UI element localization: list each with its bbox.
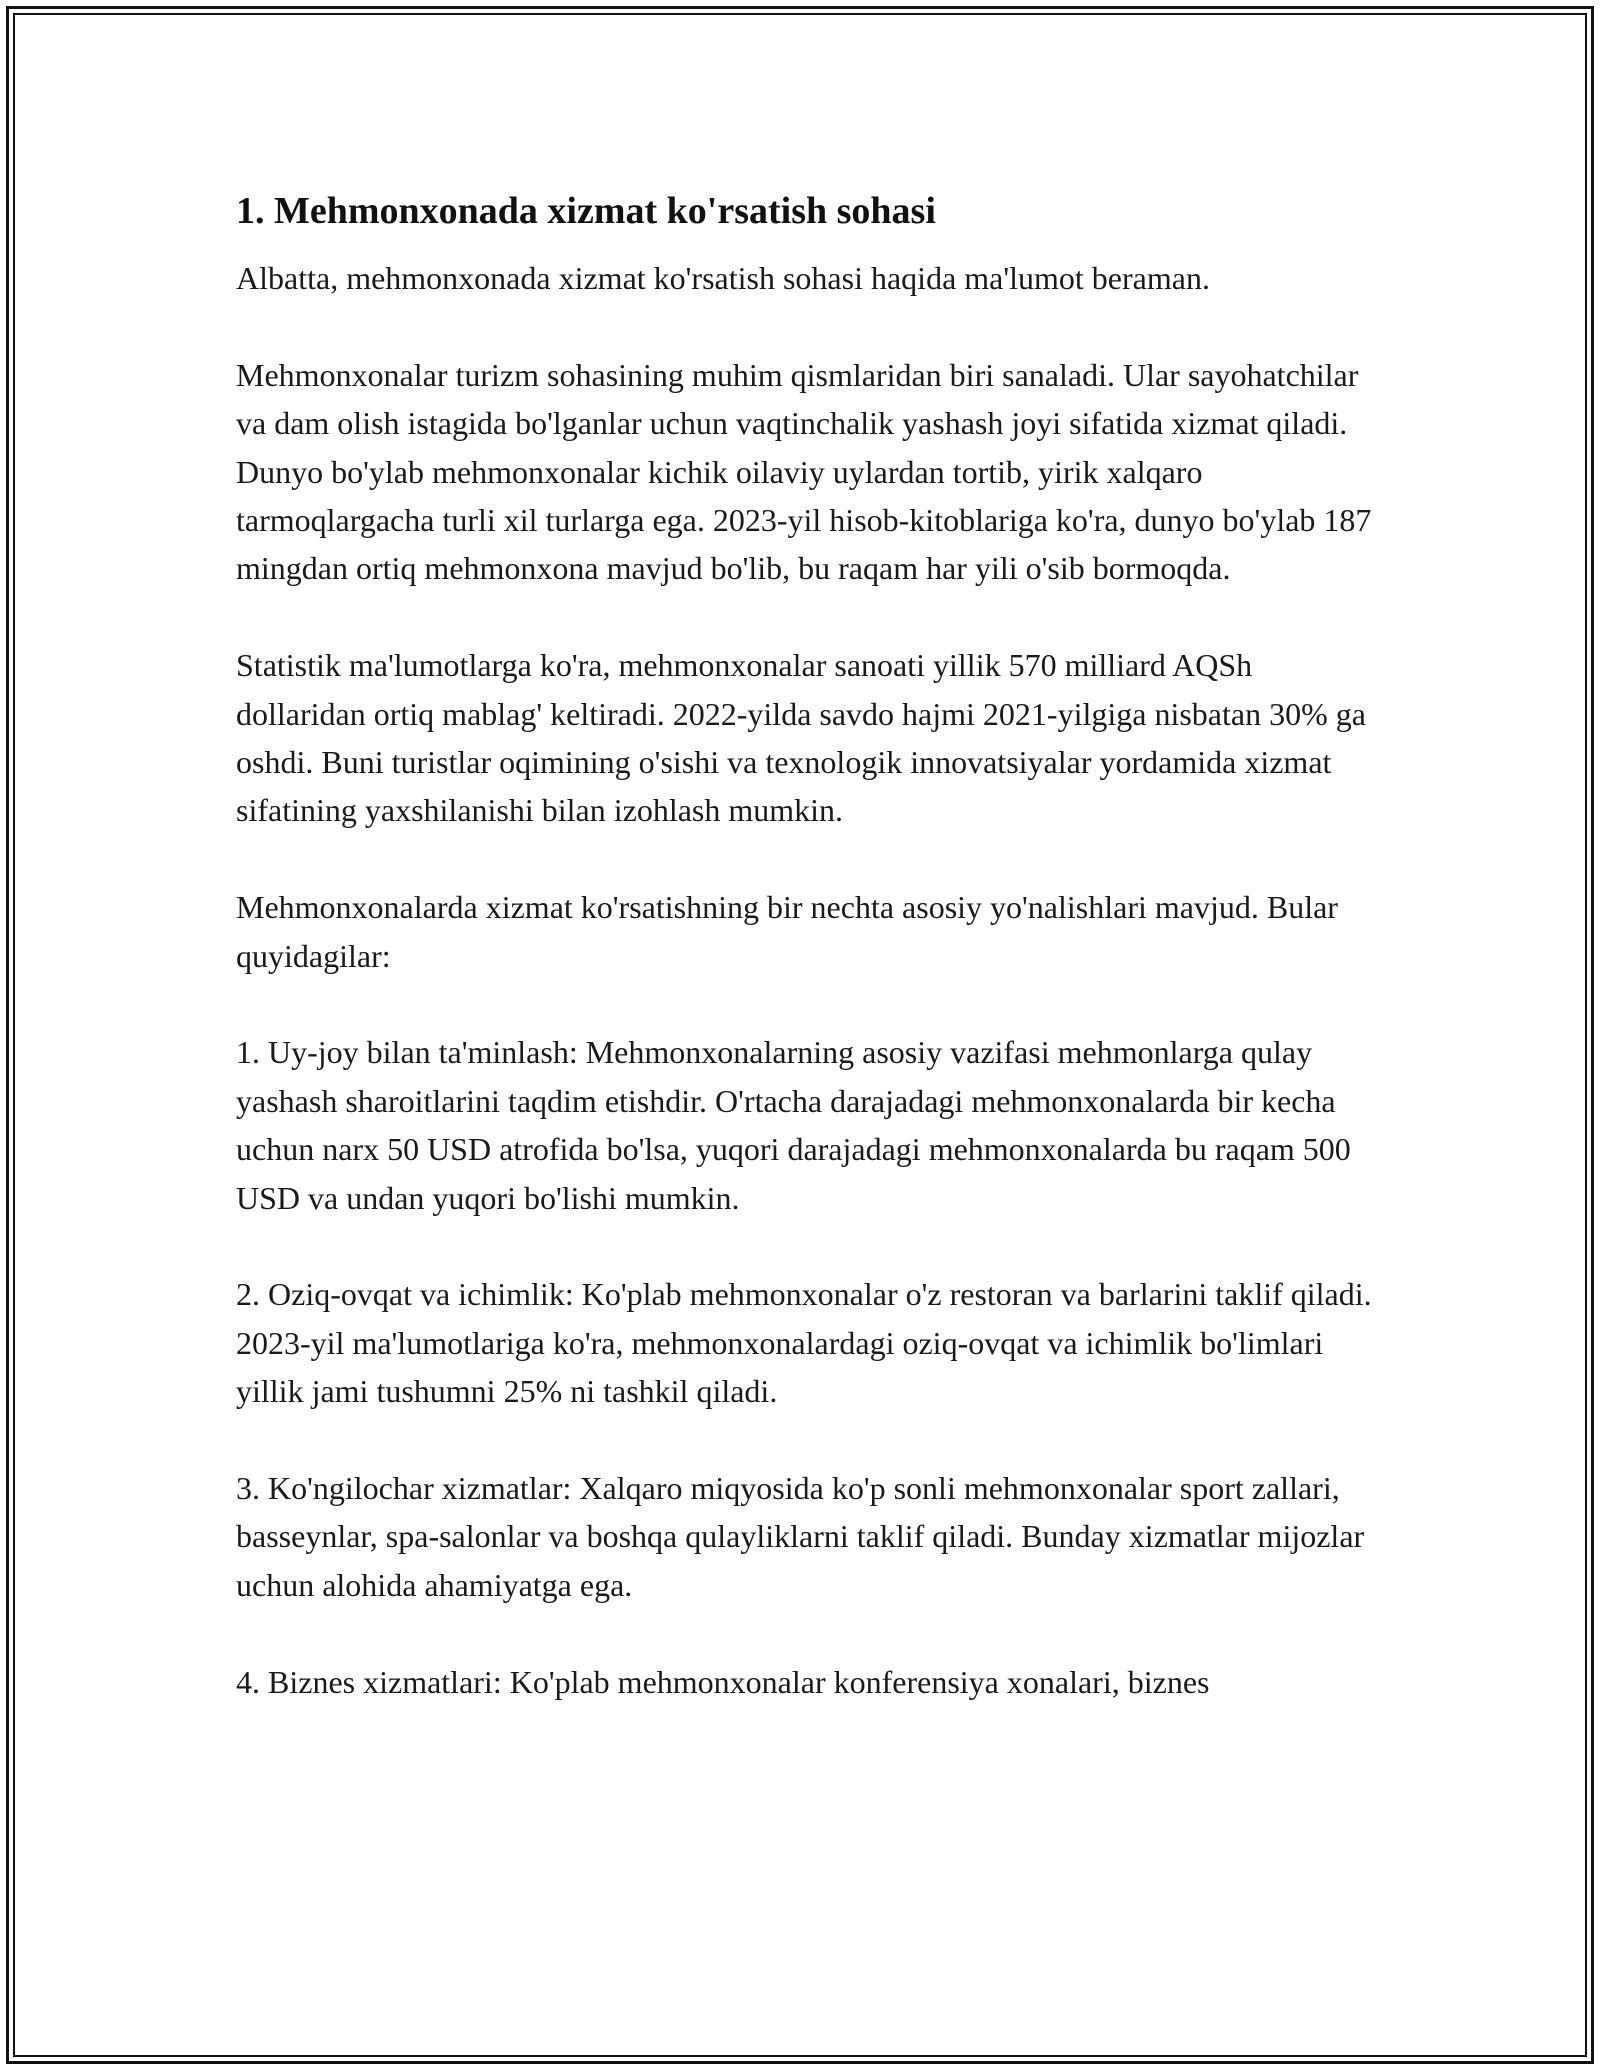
- paragraph-item-entertainment: 3. Ko'ngilochar xizmatlar: Xalqaro miqyosida ko'p sonli mehmonxonalar sport zallari, basseynlar, spa-salonlar va boshqa qulayliklarni taklif qiladi. Bunday xizmatlar mijozlar uchun alohida ahamiyatga ega.: [236, 1470, 1365, 1603]
- document-body: [236, 186, 1376, 1754]
- paragraph-directions: Mehmonxonalarda xizmat ko'rsatishning bir nechta asosiy yo'nalishlari mavjud. Bular quyidagilar:: [236, 889, 1338, 974]
- paragraph-statistics: Statistik ma'lumotlarga ko'ra, mehmonxonalar sanoati yillik 570 milliard AQSh dollaridan ortiq mablag' keltiradi. 2022-yilda savdo hajmi 2021-yilgiga nisbatan 30% ga oshdi. Buni turistlar oqimining o'sishi va texnologik innovatsiyalar yordamida xizmat sifatining yaxshilanishi bilan izohlash mumkin.: [236, 647, 1366, 829]
- paragraph-item-accommodation: 1. Uy-joy bilan ta'minlash: Mehmonxonalarning asosiy vazifasi mehmonlarga qulay yashash sharoitlarini taqdim etishdir. O'rtacha darajadagi mehmonxonalarda bir kecha uchun narx 50 USD atrofida bo'lsa, yuqori darajadagi mehmonxonalarda bu raqam 500 USD va undan yuqori bo'lishi mumkin.: [236, 1034, 1351, 1216]
- paragraph-item-food: 2. Oziq-ovqat va ichimlik: Ko'plab mehmonxonalar o'z restoran va barlarini taklif qiladi. 2023-yil ma'lumotlariga ko'ra, mehmonxonalardagi oziq-ovqat va ichimlik bo'limlari yillik jami tushumni 25% ni tashkil qiladi.: [236, 1276, 1372, 1410]
- paragraph-item-business: 4. Biznes xizmatlari: Ko'plab mehmonxonalar konferensiya xonalari, biznes: [236, 1663, 1210, 1700]
- paragraph-overview: Mehmonxonalar turizm sohasining muhim qismlaridan biri sanaladi. Ular sayohatchilar va dam olish istagida bo'lganlar uchun vaqtinchalik yashash joyi sifatida xizmat qiladi. Dunyo bo'ylab mehmonxonalar kichik oilaviy uylardan tortib, yirik xalqaro tarmoqlargacha turli xil turlarga ega. 2023-yil hisob-kitoblariga ko'ra, dunyo bo'ylab 187 mingdan ortiq mehmonxona mavjud bo'lib, bu raqam har yili o'sib bormoqda.: [236, 356, 1372, 587]
- paragraph-intro: Albatta, mehmonxonada xizmat ko'rsatish sohasi haqida ma'lumot beraman.: [236, 260, 1210, 296]
- document-title: 1. Mehmonxonada xizmat ko'rsatish sohasi: [236, 190, 936, 232]
